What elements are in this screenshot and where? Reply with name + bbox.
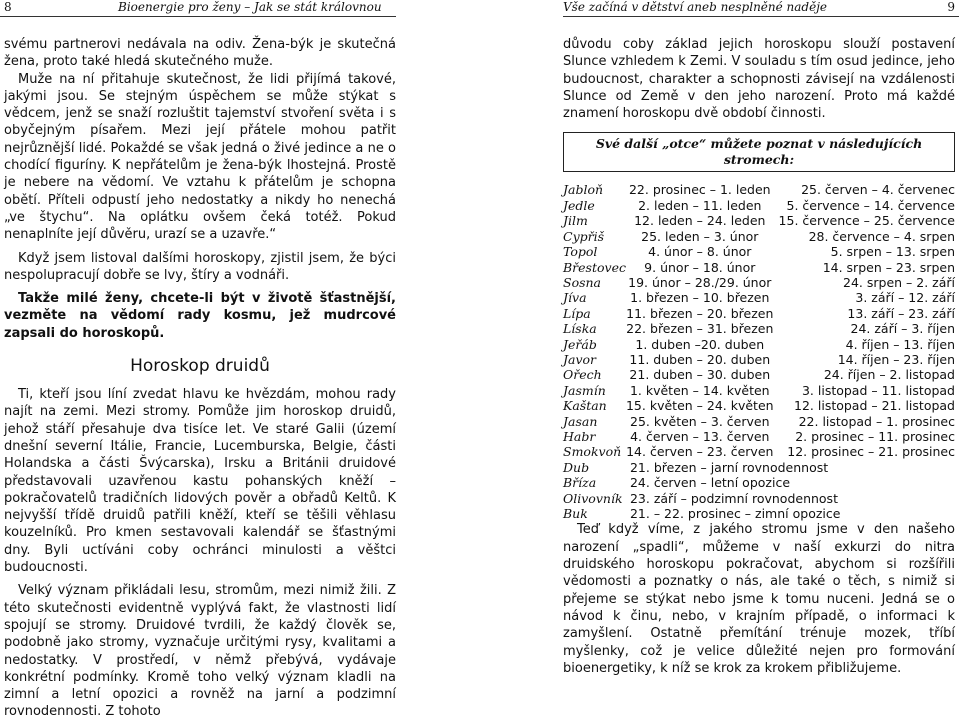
tree-row <box>563 444 955 459</box>
tree-period-1: 12. leden – 24. leden <box>634 213 766 229</box>
tree-period-1: 4. únor – 8. únor <box>648 244 752 260</box>
tree-name: Jeřáb <box>563 336 597 352</box>
tree-period-2: 5. srpen – 13. srpen <box>830 244 955 260</box>
tree-period-1: 25. leden – 3. únor <box>641 228 759 244</box>
tree-name: Cypřiš <box>563 228 605 244</box>
left-running-head: Bioenergie pro ženy – Jak se stát královnou <box>118 0 382 14</box>
tree-row <box>563 182 955 197</box>
tree-name: Dub <box>563 459 590 475</box>
tree-name: Olivovník <box>563 490 623 506</box>
tree-period-1: 1. květen – 14. květen <box>629 382 770 398</box>
right-page-number: 9 <box>947 0 955 14</box>
tree-period-2: 24. srpen – 2. září <box>843 274 955 290</box>
tree-period-2: 22. listopad – 1. prosinec <box>798 413 955 429</box>
paragraph: svému partnerovi nedávala na odiv. Žena-býk je skutečná žena, proto také hledá skutečného muže. <box>4 37 396 70</box>
tree-name: Buk <box>563 506 588 522</box>
tree-row <box>563 213 955 228</box>
tree-row <box>563 414 955 429</box>
tree-period-1: 25. květen – 3. červen <box>630 413 770 429</box>
tree-name: Jilm <box>563 213 588 229</box>
tree-name: Jíva <box>563 290 587 306</box>
tree-period-1: 2. leden – 11. leden <box>638 197 762 213</box>
tree-period-2: 14. srpen – 23. srpen <box>822 259 955 275</box>
left-page-header <box>4 0 396 14</box>
tree-period-1: 22. březen – 31. březen <box>626 321 774 337</box>
right-page-body <box>563 36 955 677</box>
tree-period-1: 1. březen – 10. březen <box>630 290 770 306</box>
tree-row <box>563 260 955 275</box>
tree-table-title: Své další „otce“ můžete poznat v následujících stromech: <box>563 132 955 172</box>
tree-row <box>563 367 955 382</box>
bold-paragraph: Takže milé ženy, chcete-li být v životě šťastnější, vezměte na vědomí rady kosmu, jež mudrcové zapsali do horoskopů. <box>4 291 396 341</box>
tree-period-1: 1. duben –20. duben <box>635 336 765 352</box>
tree-row-single <box>563 475 955 490</box>
left-header-rule <box>0 16 396 17</box>
tree-period-2: 24. září – 3. říjen <box>850 321 955 337</box>
right-header-rule <box>563 16 959 17</box>
tree-period-2: 28. července – 4. srpen <box>808 228 955 244</box>
tree-period-2: 14. říjen – 23. říjen <box>837 351 955 367</box>
paragraph: Ti, kteří jsou líní zvedat hlavu ke hvězdám, mohou rady najít na zemi. Mezi stromy. Pomůže jim horoskop druidů, jehož stáří přesahuje dva tisíce let. Ve staré Galii (území dnešní severní Itálie, Francie, Lucemburska, Belgie, části Holandska a části Švýcarska), Irsku a Británii druidové představovali uzavřenou kastu pohanských kněží – pokračovatelů tradičních lidových pověr a obřadů Keltů. K nejvyšší třídě druidů patřili kněží, kteří se těšili věhlasu kouzelníků. Pro kmen sestavovali kalendář se šťastnými dny. Byli uctíváni coby ochránci minulosti a věštci budoucnosti. <box>4 387 396 576</box>
tree-name: Jasan <box>563 413 598 429</box>
tree-name: Habr <box>563 428 596 444</box>
tree-period-1: 22. prosinec – 1. leden <box>628 182 771 198</box>
tree-row <box>563 321 955 336</box>
tree-name: Břestovec <box>563 259 626 275</box>
tree-row <box>563 244 955 259</box>
tree-period: 21. – 22. prosinec – zimní opozice <box>629 506 841 522</box>
tree-row <box>563 383 955 398</box>
paragraph: Muže na ní přitahuje skutečnost, že lidi přijímá takové, jakými jsou. Se stejným úspěchem se může stýkat s vědcem, jenž se snaží rozluštit tajemství stvoření světa i s obyčejným písařem. Mezi její přátele mohou patřit nejrůznější lidé. Pokaždé se však jedná o živé jedince a ne o chodící figuríny. K nepřátelům je žena-býk lhostejná. Prostě je nebere na vědomí. Ve vztahu k přátelům je schopna obětí. Příteli odpustí jeho nedostatky a nikdy ho nenechá „ve štychu“. Na oplátku ovšem čeká totéž. Pokud nenaplníte její důvěru, urazí se a uzavře.“ <box>4 71 396 243</box>
tree-name: Jedle <box>563 197 595 213</box>
tree-row-single <box>563 460 955 475</box>
tree-name: Javor <box>563 351 597 367</box>
tree-row <box>563 306 955 321</box>
paragraph: důvodu coby základ jejich horoskopu slouží postavení Slunce vzhledem k Zemi. V souladu s tím osud jedince, jeho budoucnost, charakter a schopnosti závisejí na vzdálenosti Slunce od Země v den jeho narození. Proto má každé znamení horoskopu dvě období činnosti. <box>563 37 955 122</box>
tree-row <box>563 290 955 305</box>
left-page-number: 8 <box>4 0 12 14</box>
tree-period-2: 13. září – 23. září <box>847 305 955 321</box>
tree-row <box>563 337 955 352</box>
tree-name: Bříza <box>563 475 597 491</box>
tree-period-2: 5. července – 14. července <box>786 197 955 213</box>
tree-period-2: 4. říjen – 13. říjen <box>845 336 955 352</box>
tree-row <box>563 198 955 213</box>
tree-period-1: 11. duben – 20. duben <box>629 351 771 367</box>
tree-period-1: 9. únor – 18. únor <box>644 259 756 275</box>
tree-table <box>563 182 955 521</box>
tree-period: 23. září – podzimní rovnodennost <box>629 490 838 506</box>
tree-name: Topol <box>563 244 598 260</box>
tree-row <box>563 275 955 290</box>
tree-name: Kaštan <box>563 398 607 414</box>
tree-period-1: 11. březen – 20. březen <box>626 305 774 321</box>
tree-period: 24. červen – letní opozice <box>629 475 791 491</box>
tree-name: Ořech <box>563 367 602 383</box>
tree-name: Jasmín <box>563 382 606 398</box>
tree-period-1: 14. červen – 23. červen <box>626 444 774 460</box>
tree-period-1: 4. červen – 13. červen <box>630 428 770 444</box>
tree-row-single <box>563 506 955 521</box>
tree-period-2: 3. listopad – 11. listopad <box>801 382 955 398</box>
tree-name: Jabloň <box>563 182 604 198</box>
tree-period-1: 15. květen – 24. květen <box>625 398 774 414</box>
tree-name: Sosna <box>563 274 602 290</box>
tree-period: 21. březen – jarní rovnodennost <box>629 459 829 475</box>
left-page-body <box>4 36 396 721</box>
right-running-head: Vše začíná v dětství aneb nesplněné naděje <box>563 0 828 14</box>
tree-name: Smokvoň <box>563 444 622 460</box>
tree-period-1: 21. duben – 30. duben <box>629 367 771 383</box>
tree-row <box>563 429 955 444</box>
paragraph: Když jsem listoval dalšími horoskopy, zjistil jsem, že býci nespolupracují dobře se lvy, štíry a vodnáři. <box>4 250 396 283</box>
tree-period-2: 24. říjen – 2. listopad <box>823 367 955 383</box>
paragraph: Velký význam přikládali lesu, stromům, mezi nimiž žili. Z této skutečnosti evidentně vyplývá fakt, že vlastnosti lidí spojují se stromy. Druidové tvrdili, že každý člověk se, podobně jako stromy, vyznačuje určitými rysy, kvalitami a nedostatky. V prostředí, v němž přebývá, vydávaje konkrétní podmínky. Kromě toho velký význam kladli na zimní a letní opozici a rovněž na jarní a podzimní rovnodennosti. Z tohoto <box>4 583 396 720</box>
paragraph: Teď když víme, z jakého stromu jsme v den našeho narození „spadli“, můžeme v naší exkurzi do nitra druidského horoskopu pokračovat, abychom si rozšířili vědomosti a poznatky o nás, ale také o těch, s nimiž si přejeme se stýkat nebo jsme k tomu nuceni. Jedná se o návod k činu, nebo, v krajním případě, o informaci k zamyšlení. Ostatně přemítání trénuje mozek, tříbí myšlenky, což je velice důležité nejen pro formování bioenergetiky, k níž se krok za krokem přibližujeme. <box>563 522 955 676</box>
tree-row <box>563 398 955 413</box>
tree-period-2: 12. prosinec – 21. prosinec <box>787 444 955 460</box>
tree-name: Lípa <box>563 305 591 321</box>
tree-row-single <box>563 491 955 506</box>
tree-row <box>563 229 955 244</box>
tree-row <box>563 352 955 367</box>
tree-name: Líska <box>563 321 597 337</box>
tree-period-2: 12. listopad – 21. listopad <box>794 398 955 414</box>
tree-period-2: 25. červen – 4. červenec <box>801 182 955 198</box>
tree-period-2: 2. prosinec – 11. prosinec <box>795 428 955 444</box>
section-heading: Horoskop druidů <box>130 356 270 377</box>
tree-period-2: 3. září – 12. září <box>855 290 955 306</box>
tree-period-1: 19. únor – 28./29. únor <box>628 274 772 290</box>
right-page-header <box>563 0 955 14</box>
tree-period-2: 15. července – 25. července <box>778 213 955 229</box>
